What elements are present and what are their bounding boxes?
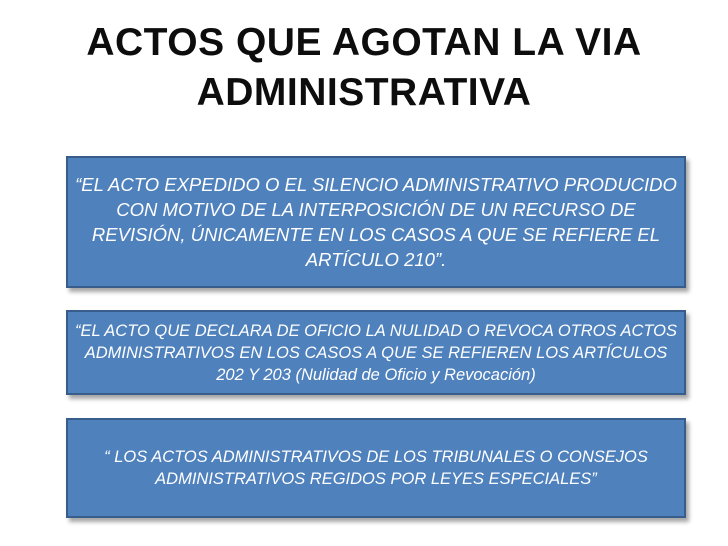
text-box-recurso-revision-text: “EL ACTO EXPEDIDO O EL SILENCIO ADMINISTRATIVO PRODUCIDO CON MOTIVO DE LA INTERPOSICIÓN DE UN RECURSO DE REVISIÓN, ÚNICAMENTE EN LOS CASOS A QUE SE REFIERE EL ARTÍCULO 210”. bbox=[75, 174, 677, 270]
text-box-recurso-revision bbox=[66, 156, 686, 288]
slide-title bbox=[40, 18, 688, 118]
slide-title-line-1: ACTOS QUE AGOTAN LA VIA bbox=[86, 21, 642, 64]
text-box-nulidad-oficio-text: “EL ACTO QUE DECLARA DE OFICIO LA NULIDAD O REVOCA OTROS ACTOS ADMINISTRATIVOS EN LOS CASOS A QUE SE REFIEREN LOS ARTÍCULOS 202 Y 203 (Nulidad de Oficio y Revocación) bbox=[74, 321, 678, 384]
text-box-tribunales bbox=[66, 418, 686, 518]
text-box-tribunales-text: “ LOS ACTOS ADMINISTRATIVOS DE LOS TRIBUNALES O CONSEJOS ADMINISTRATIVOS REGIDOS POR LEYES ESPECIALES” bbox=[104, 448, 648, 488]
slide-title-line-2: ADMINISTRATIVA bbox=[196, 71, 532, 114]
text-box-nulidad-oficio bbox=[66, 310, 686, 395]
